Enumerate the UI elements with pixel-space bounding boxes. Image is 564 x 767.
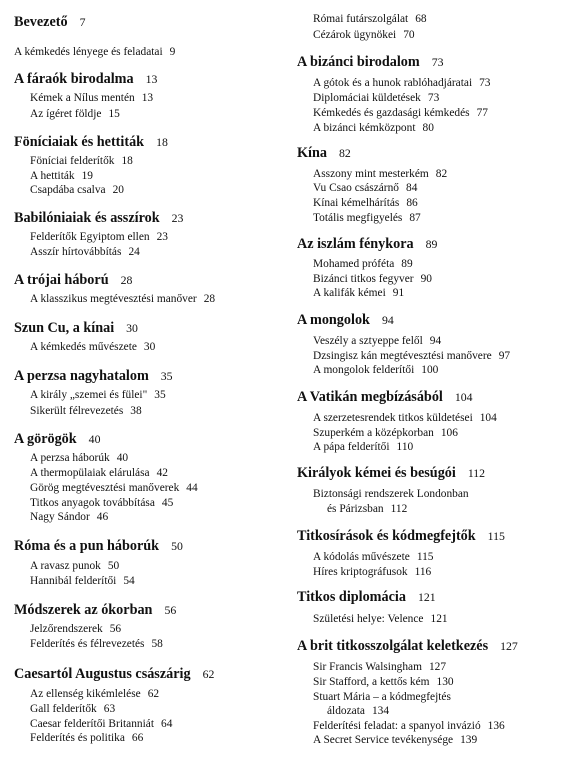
toc-subentry: [313, 720, 505, 732]
toc-entry-title: Bizánci titkos fegyver: [313, 273, 414, 285]
toc-subentry: [313, 676, 454, 688]
toc-page-number: 82: [435, 168, 448, 180]
toc-subentry: [30, 482, 198, 494]
toc-entry-title: Szun Cu, a kínai: [14, 320, 115, 336]
toc-page-number: 106: [440, 427, 458, 439]
toc-subentry: [30, 688, 159, 700]
toc-page-number: 136: [487, 720, 505, 732]
toc-entry-title: Kémkedés és gazdasági kémkedés: [313, 107, 470, 119]
toc-page-number: 121: [430, 613, 448, 625]
toc-subentry: [313, 734, 477, 746]
toc-entry-title: A kémkedés művészete: [30, 341, 137, 353]
toc-page-number: 89: [425, 237, 438, 251]
toc-subentry: [30, 108, 120, 120]
toc-page-number: 50: [107, 560, 120, 572]
toc-page-number: 73: [479, 77, 491, 89]
toc-subentry: [313, 613, 448, 625]
toc-entry-title: A ravasz punok: [30, 560, 101, 572]
toc-entry-title: Diplomáciai küldetések: [313, 92, 421, 104]
toc-subentry: [30, 467, 168, 479]
toc-subentry: [313, 273, 432, 285]
toc-entry-title: Bevezető: [14, 14, 68, 30]
toc-page-number: 112: [390, 503, 408, 515]
toc-subentry: [30, 511, 108, 523]
toc-entry-title: Kína: [297, 145, 327, 161]
toc-entry-title: Veszély a sztyeppe felől: [313, 335, 423, 347]
toc-entry-title: Caesar felderítői Britanniát: [30, 718, 154, 730]
toc-subentry: [327, 705, 389, 717]
toc-page-number: 18: [156, 135, 168, 149]
toc-subentry: [313, 168, 447, 180]
toc-page-number: 104: [454, 390, 473, 404]
toc-entry-title: Kínai kémelhárítás: [313, 197, 400, 209]
toc-entry-title: A Secret Service tevékenysége: [313, 734, 454, 746]
toc-entry-title: A kódolás művészete: [313, 551, 410, 563]
toc-page-number: 62: [202, 667, 215, 681]
toc-subentry: [313, 441, 413, 453]
toc-entry-title: A király „szemei és fülei": [30, 389, 148, 401]
toc-page-number: 40: [116, 452, 129, 464]
toc-chapter-heading: [14, 134, 168, 151]
toc-subentry: [313, 364, 438, 376]
toc-page-number: 62: [147, 688, 160, 700]
toc-subentry: [313, 551, 433, 563]
toc-subentry: [30, 231, 168, 243]
toc-entry-title: Asszony mint mesterkém: [313, 168, 429, 180]
toc-subentry: [30, 560, 119, 572]
toc-entry-title: Cézárok ügynökei: [313, 29, 397, 41]
toc-entry-title: Római futárszolgálat: [313, 13, 409, 25]
toc-entry-title: Az ellenség kikémlelése: [30, 688, 141, 700]
toc-entry-title: Totális megfigyelés: [313, 212, 403, 224]
toc-entry-title: Hannibál felderítői: [30, 575, 117, 587]
toc-entry-title: Nagy Sándor: [30, 511, 90, 523]
toc-entry-title: Caesartól Augustus császárig: [14, 666, 191, 682]
toc-chapter-heading: [297, 389, 473, 406]
toc-subentry: [313, 427, 458, 439]
toc-entry-title: Róma és a pun háborúk: [14, 538, 160, 554]
toc-entry-title: Biztonsági rendszerek Londonban: [313, 488, 469, 500]
toc-entry-title: Felderítők Egyiptom ellen: [30, 231, 150, 243]
toc-subentry: [30, 155, 133, 167]
toc-chapter-heading: [14, 14, 85, 31]
toc-entry-title: Születési helye: Velence: [313, 613, 424, 625]
toc-entry-title: Az ígéret földje: [30, 108, 102, 120]
toc-page-number: 112: [467, 466, 486, 480]
toc-entry-title: Az iszlám fénykora: [297, 236, 414, 252]
toc-subentry: [30, 341, 155, 353]
toc-entry-title: A brit titkosszolgálat keletkezés: [297, 638, 489, 654]
toc-entry-title: Titkos diplomácia: [297, 589, 406, 605]
toc-page-number: 42: [156, 467, 168, 479]
toc-page-number: 19: [81, 170, 93, 182]
toc-chapter-heading: [14, 368, 173, 385]
toc-subentry: [30, 623, 121, 635]
toc-subentry: [313, 258, 413, 270]
toc-page-number: 18: [121, 155, 133, 167]
toc-entry-title: és Párizsban: [327, 503, 384, 515]
toc-page-number: 87: [409, 212, 421, 224]
toc-page-number: 38: [130, 405, 142, 417]
toc-entry-title: Híres kriptográfusok: [313, 566, 408, 578]
toc-subentry: [313, 122, 434, 134]
toc-subentry: [14, 46, 175, 58]
toc-entry-title: Szuperkém a középkorban: [313, 427, 434, 439]
toc-page-number: 121: [417, 590, 436, 604]
toc-entry-title: A mongolok: [297, 312, 370, 328]
toc-subentry: [313, 691, 451, 703]
toc-entry-title: A thermopülaiak elárulása: [30, 467, 150, 479]
toc-entry-title: Gall felderítők: [30, 703, 97, 715]
toc-page-number: 70: [403, 29, 415, 41]
toc-page-number: 15: [108, 108, 120, 120]
toc-subentry: [327, 503, 407, 515]
toc-subentry: [313, 197, 418, 209]
toc-chapter-heading: [297, 528, 505, 545]
toc-entry-title: Babilóniaiak és asszírok: [14, 210, 160, 226]
toc-chapter-heading: [14, 320, 138, 337]
toc-entry-title: A perzsa nagyhatalom: [14, 368, 149, 384]
toc-subentry: [313, 13, 427, 25]
toc-entry-title: A trójai háború: [14, 272, 109, 288]
toc-subentry: [30, 170, 93, 182]
toc-page-number: 63: [103, 703, 116, 715]
toc-subentry: [30, 184, 124, 196]
toc-chapter-heading: [297, 465, 485, 482]
toc-page-number: 100: [421, 364, 439, 376]
toc-entry-title: Sir Francis Walsingham: [313, 661, 422, 673]
toc-page-number: 30: [143, 341, 156, 353]
toc-page-number: 13: [145, 72, 158, 86]
toc-page-number: 20: [112, 184, 124, 196]
toc-page-number: 30: [126, 321, 138, 335]
toc-entry-title: A görögök: [14, 431, 77, 447]
toc-page-number: 13: [141, 92, 154, 104]
toc-page-number: 110: [396, 441, 414, 453]
toc-entry-title: Módszerek az ókorban: [14, 602, 153, 618]
toc-chapter-heading: [297, 589, 436, 606]
toc-entry-title: A szerzetesrendek titkos küldetései: [313, 412, 473, 424]
toc-page-number: 97: [498, 350, 511, 362]
toc-subentry: [30, 293, 215, 305]
toc-entry-title: A fáraók birodalma: [14, 71, 134, 87]
toc-page-number: 90: [420, 273, 432, 285]
toc-page-number: 23: [171, 211, 184, 225]
toc-subentry: [313, 350, 510, 362]
toc-chapter-heading: [297, 312, 394, 329]
toc-subentry: [30, 389, 166, 401]
toc-entry-title: Felderítés és politika: [30, 732, 125, 744]
toc-page-number: 58: [151, 638, 163, 650]
toc-entry-title: Görög megtévesztési manőverek: [30, 482, 180, 494]
toc-page-number: 28: [120, 273, 133, 287]
toc-page-number: 28: [203, 293, 216, 305]
toc-subentry: [30, 703, 115, 715]
toc-subentry: [30, 92, 153, 104]
toc-page-number: 73: [427, 92, 440, 104]
toc-subentry: [313, 107, 488, 119]
toc-page-number: 35: [154, 389, 166, 401]
toc-entry-title: Stuart Mária – a kódmegfejtés: [313, 691, 451, 703]
toc-page-number: 94: [381, 313, 394, 327]
toc-subentry: [30, 497, 173, 509]
toc-entry-title: Királyok kémei és besúgói: [297, 465, 456, 481]
toc-entry-title: Felderítési feladat: a spanyol invázió: [313, 720, 481, 732]
toc-subentry: [313, 29, 415, 41]
toc-page-number: 35: [160, 369, 173, 383]
toc-page-number: 127: [428, 661, 447, 673]
toc-page-number: 23: [156, 231, 168, 243]
toc-chapter-heading: [297, 638, 518, 655]
toc-page-number: 56: [109, 623, 122, 635]
toc-entry-title: Titkosírások és kódmegfejtők: [297, 528, 476, 544]
toc-page-number: 82: [338, 146, 351, 160]
toc-entry-title: Titkos anyagok továbbítása: [30, 497, 155, 509]
toc-entry-title: Asszír hírtovábbítás: [30, 246, 122, 258]
toc-page-number: 54: [123, 575, 135, 587]
toc-entry-title: A bizánci kémközpont: [313, 122, 416, 134]
toc-subentry: [313, 488, 469, 500]
toc-entry-title: Föníciai felderítők: [30, 155, 115, 167]
toc-subentry: [30, 638, 163, 650]
toc-page-number: 24: [128, 246, 140, 258]
toc-page-number: 80: [422, 122, 434, 134]
toc-chapter-heading: [14, 272, 132, 289]
toc-subentry: [313, 412, 497, 424]
toc-subentry: [313, 335, 441, 347]
toc-entry-title: A klasszikus megtévesztési manőver: [30, 293, 197, 305]
toc-entry-title: Föníciaiak és hettiták: [14, 134, 145, 150]
toc-entry-title: A gótok és a hunok rablóhadjáratai: [313, 77, 473, 89]
toc-entry-title: Jelzőrendszerek: [30, 623, 103, 635]
toc-page-number: 7: [79, 15, 86, 29]
toc-chapter-heading: [14, 210, 183, 227]
toc-page-number: 44: [186, 482, 198, 494]
toc-page-number: 68: [415, 13, 427, 25]
toc-page-number: 66: [131, 732, 144, 744]
toc-subentry: [313, 287, 404, 299]
toc-page-number: 77: [476, 107, 488, 119]
toc-entry-title: áldozata: [327, 705, 365, 717]
toc-page-number: 139: [460, 734, 478, 746]
toc-page-number: 40: [88, 432, 101, 446]
toc-page-number: 115: [487, 529, 505, 543]
toc-subentry: [313, 212, 421, 224]
toc-page-number: 46: [96, 511, 109, 523]
toc-entry-title: Sir Stafford, a kettős kém: [313, 676, 430, 688]
toc-entry-title: A mongolok felderítői: [313, 364, 415, 376]
toc-page-number: 45: [161, 497, 174, 509]
toc-page-number: 127: [500, 639, 518, 653]
toc-subentry: [30, 732, 143, 744]
toc-page-number: 64: [161, 718, 173, 730]
toc-subentry: [30, 405, 142, 417]
toc-page-number: 84: [406, 182, 418, 194]
toc-entry-title: Vu Csao császárnő: [313, 182, 399, 194]
toc-subentry: [313, 77, 491, 89]
toc-entry-title: Dzsingisz kán megtévesztési manővere: [313, 350, 492, 362]
toc-page-number: 50: [171, 539, 183, 553]
toc-subentry: [313, 92, 439, 104]
toc-page-number: 89: [401, 258, 413, 270]
toc-chapter-heading: [14, 602, 176, 619]
toc-entry-title: A perzsa háborúk: [30, 452, 110, 464]
toc-entry-title: A hettiták: [30, 170, 75, 182]
toc-entry-title: Csapdába csalva: [30, 184, 106, 196]
toc-entry-title: Sikerült félrevezetés: [30, 405, 124, 417]
toc-subentry: [313, 182, 417, 194]
toc-page-number: 115: [416, 551, 434, 563]
toc-entry-title: A Vatikán megbízásából: [297, 389, 443, 405]
toc-subentry: [30, 575, 135, 587]
toc-page-number: 86: [406, 197, 418, 209]
toc-subentry: [30, 246, 140, 258]
toc-entry-title: A pápa felderítői: [313, 441, 390, 453]
toc-entry-title: A kémkedés lényege és feladatai: [14, 46, 163, 58]
toc-chapter-heading: [297, 236, 437, 253]
toc-subentry: [30, 452, 128, 464]
toc-entry-title: A bizánci birodalom: [297, 54, 420, 70]
toc-page-number: 134: [371, 705, 390, 717]
toc-chapter-heading: [297, 145, 351, 162]
toc-chapter-heading: [14, 431, 100, 448]
toc-page-number: 116: [414, 566, 432, 578]
toc-chapter-heading: [14, 71, 157, 88]
toc-page-number: 104: [479, 412, 497, 424]
toc-entry-title: A kalifák kémei: [313, 287, 386, 299]
toc-page-number: 94: [429, 335, 442, 347]
toc-subentry: [313, 566, 431, 578]
toc-page-number: 91: [392, 287, 405, 299]
toc-subentry: [313, 661, 446, 673]
toc-entry-title: Mohamed próféta: [313, 258, 395, 270]
toc-entry-title: Kémek a Nílus mentén: [30, 92, 135, 104]
toc-page-number: 9: [169, 46, 176, 58]
toc-page-number: 130: [436, 676, 454, 688]
toc-chapter-heading: [14, 538, 183, 555]
toc-page-number: 73: [431, 55, 444, 69]
toc-chapter-heading: [14, 666, 214, 683]
toc-page-number: 56: [164, 603, 177, 617]
toc-entry-title: Felderítés és félrevezetés: [30, 638, 145, 650]
toc-subentry: [30, 718, 172, 730]
toc-chapter-heading: [297, 54, 444, 71]
